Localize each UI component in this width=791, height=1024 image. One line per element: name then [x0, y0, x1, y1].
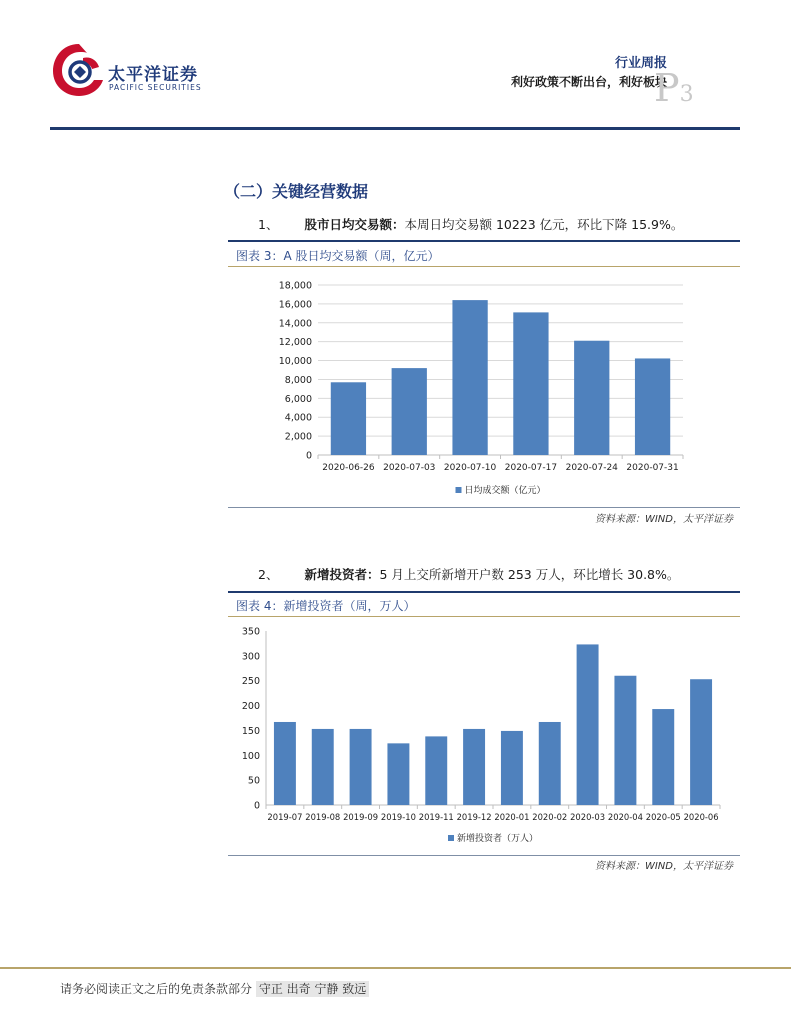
y-tick-label: 16,000 — [278, 299, 312, 311]
chart-daily-turnover — [228, 268, 740, 508]
footer-motto: 守正 出奇 宁静 致远 — [256, 981, 369, 997]
item-2-paragraph — [258, 565, 679, 583]
y-tick-label: 200 — [241, 701, 260, 713]
bar — [274, 722, 296, 805]
bar — [539, 722, 561, 805]
bar — [690, 679, 712, 805]
legend-label: 新增投资者（万人） — [457, 834, 539, 844]
page-digit: 3 — [679, 82, 694, 107]
report-subtitle: 利好政策不断出台，利好板块 — [510, 75, 667, 89]
bar — [463, 729, 485, 805]
item-2-text: 5 月上交所新增开户数 253 万人，环比增长 30.8%。 — [379, 567, 680, 582]
y-tick-label: 12,000 — [278, 337, 312, 349]
bar — [331, 382, 366, 455]
x-tick-label: 2020-07-10 — [443, 463, 497, 473]
item-2-label: 新增投资者： — [304, 567, 380, 582]
x-tick-label: 2020-07-24 — [565, 463, 618, 473]
item-1-label: 股市日均交易额： — [304, 217, 405, 232]
bar — [635, 358, 670, 455]
y-tick-label: 50 — [247, 775, 260, 787]
y-tick-label: 8,000 — [284, 374, 312, 386]
bar — [452, 300, 487, 455]
y-tick-label: 250 — [241, 676, 260, 688]
figure-4-title-rule — [228, 616, 740, 617]
chart-new-investors — [228, 620, 740, 855]
y-tick-label: 0 — [305, 450, 312, 462]
x-tick-label: 2020-07-03 — [383, 463, 436, 473]
y-tick-label: 0 — [253, 800, 260, 812]
x-tick-label: 2020-07-31 — [626, 463, 679, 473]
bar — [652, 709, 674, 805]
x-tick-label: 2019-11 — [418, 812, 454, 822]
figure-3-source: 资料来源：WIND，太平洋证券 — [594, 514, 733, 525]
bar — [614, 676, 636, 805]
x-tick-label: 2020-01 — [494, 812, 530, 822]
company-logo — [50, 40, 210, 100]
x-tick-label: 2019-10 — [380, 812, 416, 822]
y-tick-label: 350 — [241, 626, 260, 638]
figure-3-top-rule — [228, 240, 740, 242]
figure-3-title: 图表 3：A 股日均交易额（周，亿元） — [236, 249, 440, 263]
x-tick-label: 2020-03 — [570, 812, 606, 822]
legend-label: 日均成交额（亿元） — [464, 486, 546, 496]
footer — [60, 980, 369, 997]
logo-emblem-icon — [50, 40, 108, 100]
x-tick-label: 2020-04 — [607, 812, 643, 822]
bar — [392, 368, 427, 455]
y-tick-label: 10,000 — [278, 356, 312, 368]
bar — [501, 731, 523, 805]
figure-4-bottom-rule — [228, 855, 740, 856]
x-tick-label: 2020-06 — [683, 812, 719, 822]
item-2-number: 2、 — [258, 567, 279, 582]
y-tick-label: 6,000 — [284, 393, 312, 405]
x-tick-label: 2019-09 — [343, 812, 379, 822]
figure-4-source: 资料来源：WIND，太平洋证券 — [594, 861, 733, 872]
company-name-en: PACIFIC SECURITIES — [109, 83, 202, 92]
bar — [513, 312, 548, 455]
section-title: （二）关键经营数据 — [224, 182, 369, 201]
bar — [387, 743, 409, 805]
y-tick-label: 18,000 — [278, 280, 312, 292]
x-tick-label: 2019-07 — [267, 812, 303, 822]
item-1-paragraph — [258, 215, 683, 233]
x-tick-label: 2019-08 — [305, 812, 341, 822]
item-1-number: 1、 — [258, 217, 279, 232]
bar — [574, 341, 609, 455]
page-number — [654, 66, 694, 110]
x-tick-label: 2020-06-26 — [322, 463, 375, 473]
item-1-text: 本周日均交易额 10223 亿元，环比下降 15.9%。 — [404, 217, 684, 232]
page-prefix: P — [654, 66, 680, 110]
bar — [350, 729, 372, 805]
figure-3-bottom-rule — [228, 507, 740, 508]
x-tick-label: 2020-05 — [645, 812, 681, 822]
legend-swatch — [448, 835, 454, 841]
bar — [312, 729, 334, 805]
y-tick-label: 4,000 — [284, 412, 312, 424]
company-name: 太平洋证券 — [108, 65, 198, 85]
x-tick-label: 2019-12 — [456, 812, 492, 822]
x-tick-label: 2020-07-17 — [504, 463, 558, 473]
bar — [577, 644, 599, 805]
report-type: 行业周报 — [614, 56, 667, 71]
header-rule — [50, 127, 740, 130]
y-tick-label: 300 — [241, 651, 260, 663]
y-tick-label: 100 — [241, 750, 260, 762]
footer-disclaimer: 请务必阅读正文之后的免责条款部分 — [60, 982, 253, 996]
legend-swatch — [456, 487, 462, 493]
figure-4-title: 图表 4：新增投资者（周，万人） — [236, 599, 416, 613]
bar — [425, 736, 447, 805]
figure-3-title-rule — [228, 266, 740, 267]
y-tick-label: 14,000 — [278, 318, 312, 330]
figure-4-top-rule — [228, 591, 740, 593]
y-tick-label: 150 — [241, 725, 260, 737]
x-tick-label: 2020-02 — [532, 812, 568, 822]
y-tick-label: 2,000 — [284, 431, 312, 443]
footer-rule — [0, 967, 791, 969]
